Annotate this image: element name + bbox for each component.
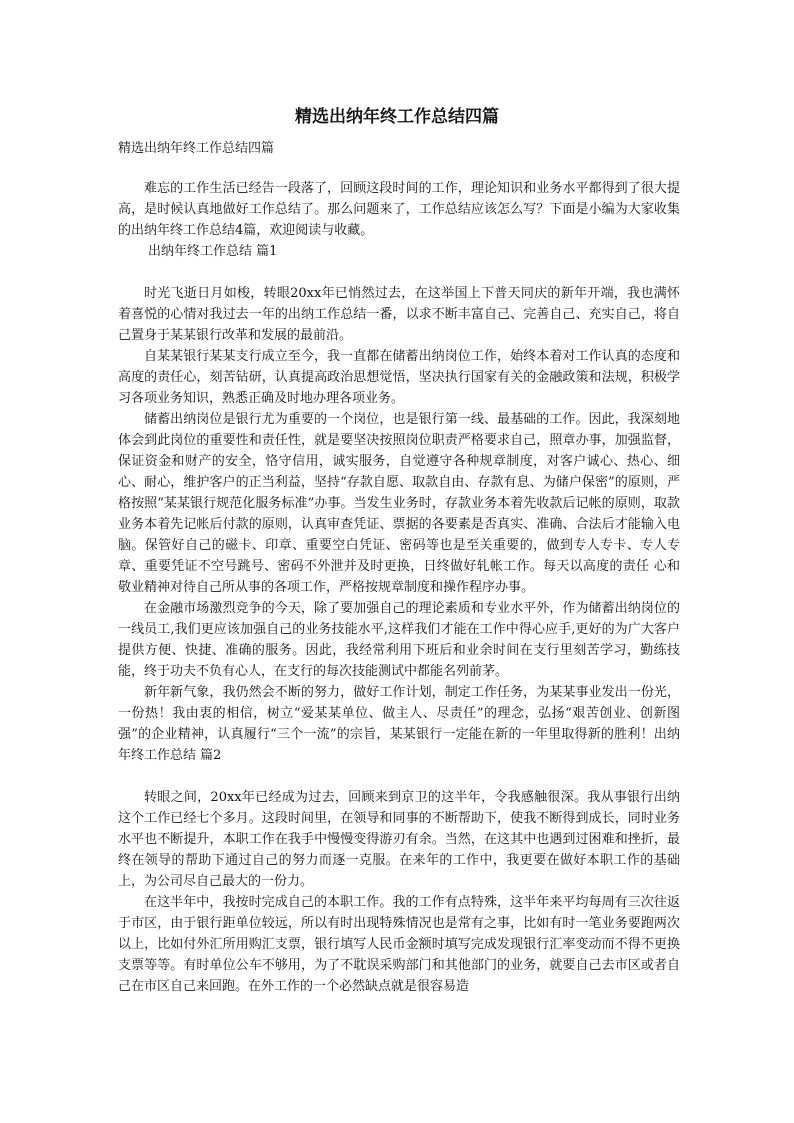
document-subtitle: 精选出纳年终工作总结四篇 <box>118 141 275 156</box>
section1-paragraph-4: 在金融市场激烈竞争的今天，除了要加强自己的理论素质和专业水平外，作为储蓄出纳岗位的一线员工,我们更应该加强自己的业务技能水平,这样我们才能在工作中得心应手,更好的为广大客户提供方便、快捷、准确的服务。因此，我经常利用下班后和业余时间在支行里刻苦学习，勤练技能，终于功夫不负有心人，在支行的每次技能测试中都能名列前茅。 <box>118 601 680 679</box>
document-title: 精选出纳年终工作总结四篇 <box>295 107 499 127</box>
section1-paragraph-1: 时光飞逝日月如梭，转眼20xx年已悄然过去，在这举国上下普天同庆的新年开端，我也满怀着喜悦的心情对我过去一年的出纳工作总结一番，以求不断丰富自己、完善自己、充实自己，将自己置身于某某银行改革和发展的最前沿。 <box>118 286 680 343</box>
section1-paragraph-3: 储蓄出纳岗位是银行尤为重要的一个岗位，也是银行第一线、最基础的工作。因此，我深刻地体会到此岗位的重要性和责任性，就是要坚决按照岗位职责严格要求自己，照章办事，加强监督，保证资金和财产的安全，恪守信用，诚实服务，自觉遵守各种规章制度，对客户诚心、热心、细心、耐心，维护客户的正当利益，坚持“存款自愿、取款自由、存款有息、为储户保密”的原则，严格按照“某某银行规范化服务标准”办事。当发生业务时，存款业务本着先收款后记帐的原则，取款业务本着先记帐后付款的原则，认真审查凭证、票据的各要素是否真实、准确、合法后才能输入电脑。保管好自己的磁卡、印章、重要空白凭证、密码等也是至关重要的，做到专人专卡、专人专章、重要凭证不空号跳号、密码不外泄并及时更换，日终做好轧帐工作。每天以高度的责任 心和敬业精神对待自己所从事的各项工作，严格按规章制度和操作程序办事。 <box>118 412 680 595</box>
document-body <box>118 178 680 997</box>
section2-paragraph-1: 转眼之间，20xx年已经成为过去，回顾来到京卫的这半年，令我感触很深。我从事银行出纳这个工作已经七个多月。这段时间里，在领导和同事的不断帮助下，使我不断得到成长，同时业务水平也不断提升，本职工作在我手中慢慢变得游刃有余。当然，在这其中也遇到过困难和挫折，最终在领导的帮助下通过自己的努力而逐一克服。在来年的工作中，我更要在做好本职工作的基础上，为公司尽自己最大的一份力。 <box>118 790 680 889</box>
section-heading-1: 出纳年终工作总结 篇1 <box>148 244 278 259</box>
section1-paragraph-5: 新年新气象，我仍然会不断的努力，做好工作计划，制定工作任务，为某某事业发出一份光，一份热！我由衷的相信，树立“爱某某单位、做主人、尽责任”的理念，弘扬“艰苦创业、创新图强”的企业精神，认真履行“三个一流”的宗旨，某某银行一定能在新的一年里取得新的胜利！出纳年终工作总结 篇2 <box>118 685 680 763</box>
section2-paragraph-2: 在这半年中，我按时完成自己的本职工作。我的工作有点特殊，这半年来平均每周有三次往返于市区，由于银行距单位较远，所以有时出现特殊情况也是常有之事，比如有时一笔业务要跑两次以上，比如付外汇所用购汇支票，银行填写人民币金额时填写完成发现银行汇率变动而不得不更换支票等等。有时单位公车不够用，为了不耽误采购部门和其他部门的业务，就要自己去市区或者自己在市区自己来回跑。在外工作的一个必然缺点就是很容易造 <box>118 895 680 994</box>
spacer <box>118 262 680 283</box>
section1-paragraph-2: 自某某银行某某支行成立至今，我一直都在储蓄出纳岗位工作，始终本着对工作认真的态度和高度的责任心，刻苦钻研，认真提高政治思想觉悟，坚决执行国家有关的金融政策和法规，积极学习各项业务知识，熟悉正确及时地办理各项业务。 <box>118 349 680 406</box>
spacer <box>118 766 680 787</box>
intro-paragraph: 难忘的工作生活已经告一段落了，回顾这段时间的工作，理论知识和业务水平都得到了很大提高，是时候认真地做好工作总结了。那么问题来了，工作总结应该怎么写？下面是小编为大家收集的出纳年终工作总结4篇，欢迎阅读与收藏。 <box>118 181 680 238</box>
